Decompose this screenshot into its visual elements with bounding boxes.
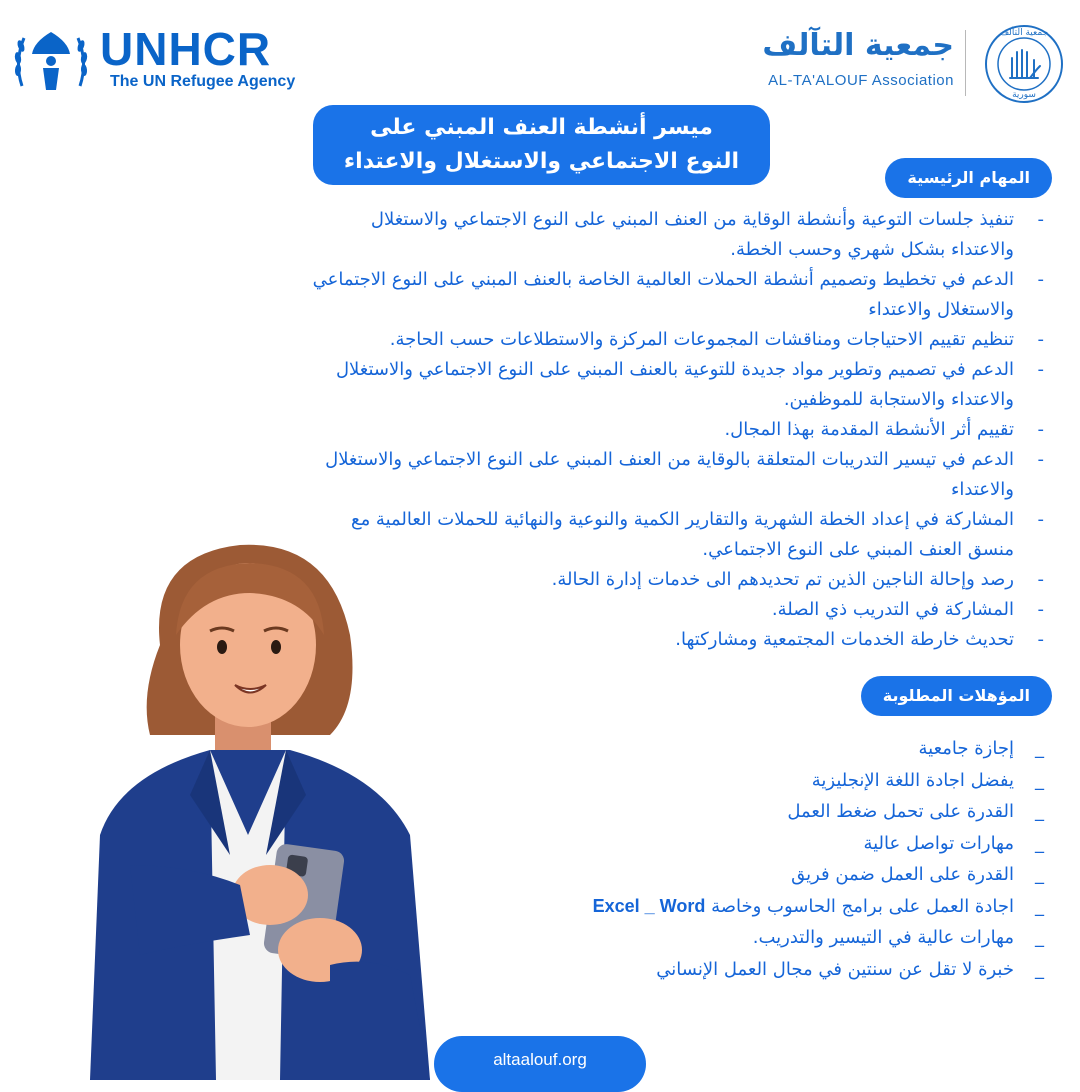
- job-title-banner: [313, 105, 770, 185]
- qualification-item: [424, 891, 1044, 923]
- task-item: [24, 205, 1044, 265]
- bullet-underscore: _: [1035, 738, 1044, 759]
- qualification-item: [424, 828, 1044, 860]
- bullet-underscore: _: [1035, 927, 1044, 948]
- seal-bottom-text: سورية: [1012, 90, 1036, 100]
- task-line: المشاركة في التدريب ذي الصلة.: [771, 599, 1014, 620]
- qualification-item: [424, 796, 1044, 828]
- logo-divider: [965, 30, 966, 96]
- qualification-text: يفضل اجادة اللغة الإنجليزية: [811, 769, 1014, 791]
- website-link[interactable]: altaalouf.org: [434, 1036, 646, 1092]
- qualification-item: [424, 765, 1044, 797]
- task-line: والاعتداء بشكل شهري وحسب الخطة.: [730, 239, 1014, 260]
- task-line: الدعم في تيسير التدريبات المتعلقة بالوقاية من العنف المبني على النوع الاجتماعي والاستغلال: [325, 449, 1014, 470]
- bullet-dash: -: [1037, 449, 1044, 470]
- qualification-text: القدرة على تحمل ضغط العمل: [787, 801, 1014, 822]
- task-line: والاعتداء والاستجابة للموظفين.: [783, 389, 1014, 410]
- qualifications-list: [424, 733, 1044, 985]
- unhcr-tagline: The UN Refugee Agency: [110, 73, 296, 90]
- job-title-line-2: النوع الاجتماعي والاستغلال والاعتداء: [343, 149, 740, 174]
- qualification-item: [424, 922, 1044, 954]
- taalouf-logo: [736, 22, 1066, 102]
- qualification-text: مهارات عالية في التيسير والتدريب.: [752, 927, 1014, 948]
- bullet-dash: -: [1037, 599, 1044, 620]
- task-line: والاستغلال والاعتداء: [868, 299, 1014, 320]
- woman-with-phone-illustration: [30, 535, 480, 1080]
- bullet-dash: -: [1037, 209, 1044, 230]
- qualification-item: [424, 859, 1044, 891]
- task-line: تقييم أثر الأنشطة المقدمة بهذا المجال.: [724, 419, 1014, 440]
- task-line: الدعم في تخطيط وتصميم أنشطة الحملات العالمية الخاصة بالعنف المبني على النوع الاجتماعي: [312, 269, 1014, 290]
- unhcr-wordmark: UNHCR: [100, 23, 272, 75]
- job-title-line-1: ميسر أنشطة العنف المبني على: [370, 115, 713, 140]
- bullet-underscore: _: [1035, 769, 1044, 791]
- bullet-dash: -: [1037, 329, 1044, 350]
- unhcr-emblem-icon: [12, 26, 90, 92]
- task-item: [24, 355, 1044, 415]
- bullet-underscore: _: [1035, 864, 1044, 885]
- taalouf-seal: [982, 22, 1066, 106]
- task-line: تنظيم تقييم الاحتياجات ومناقشات المجموعات المركزة والاستطلاعات حسب الحاجة.: [389, 329, 1014, 350]
- qualification-text: القدرة على العمل ضمن فريق: [791, 864, 1014, 885]
- task-line: الدعم في تصميم وتطوير مواد جديدة للتوعية بالعنف المبني على النوع الاجتماعي والاستغلال: [335, 359, 1014, 380]
- unhcr-logo: [12, 23, 302, 96]
- software-names: Excel _ Word: [592, 895, 706, 916]
- bullet-dash: -: [1037, 569, 1044, 590]
- qualification-text: إجازة جامعية: [918, 738, 1014, 759]
- task-line: تنفيذ جلسات التوعية وأنشطة الوقاية من العنف المبني على النوع الاجتماعي والاستغلال: [370, 209, 1014, 230]
- bullet-underscore: _: [1035, 801, 1044, 822]
- task-item: [24, 325, 1044, 355]
- bullet-dash: -: [1037, 509, 1044, 530]
- task-item: [24, 265, 1044, 325]
- task-line: منسق العنف المبني على النوع الاجتماعي.: [702, 539, 1014, 560]
- taalouf-english-name: AL-TA'ALOUF Association: [768, 72, 954, 89]
- bullet-dash: -: [1037, 269, 1044, 290]
- qualifications-heading: المؤهلات المطلوبة: [861, 676, 1052, 716]
- taalouf-arabic-name: جمعية التآلف: [762, 28, 954, 63]
- task-line: تحديث خارطة الخدمات المجتمعية ومشاركتها.: [675, 629, 1014, 650]
- tasks-heading: المهام الرئيسية: [885, 158, 1052, 198]
- bullet-dash: -: [1037, 419, 1044, 440]
- seal-top-text: جمعية التآلف: [999, 28, 1049, 38]
- bullet-underscore: _: [1035, 895, 1044, 917]
- qualification-item: [424, 954, 1044, 986]
- qualification-text: اجادة العمل على برامج الحاسوب وخاصة: [711, 895, 1014, 917]
- qualification-text: خبرة لا تقل عن سنتين في مجال العمل الإنساني: [656, 958, 1014, 980]
- bullet-dash: -: [1037, 629, 1044, 650]
- bullet-underscore: _: [1035, 832, 1044, 854]
- qualification-item: [424, 733, 1044, 765]
- qualification-text: مهارات تواصل عالية: [863, 832, 1014, 854]
- bullet-dash: -: [1037, 359, 1044, 380]
- task-line: رصد وإحالة الناجين الذين تم تحديدهم الى خدمات إدارة الحالة.: [551, 569, 1014, 590]
- task-item: [24, 415, 1044, 445]
- task-line: والاعتداء: [950, 479, 1014, 500]
- task-line: المشاركة في إعداد الخطة الشهرية والتقارير الكمية والنوعية والنهائية للحملات العالمية مع: [350, 509, 1014, 530]
- task-item: [24, 445, 1044, 505]
- bullet-underscore: _: [1035, 958, 1044, 980]
